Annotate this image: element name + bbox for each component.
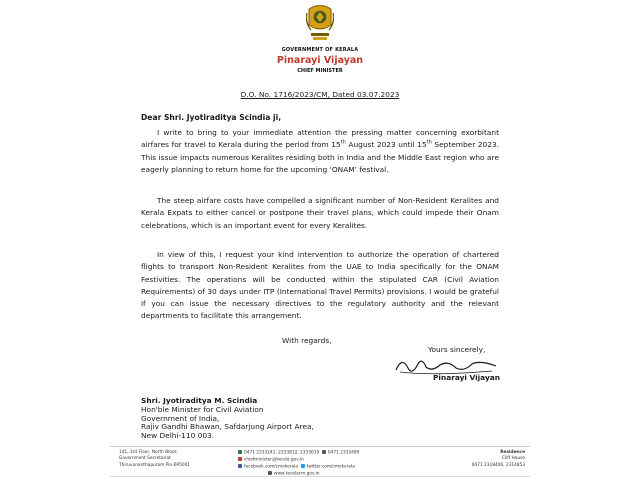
paragraph-1-text-a: I write to bring to your immediate attention the pressing matter concerning exorbitant airfares for travel to Kerala during the period from 15 — [141, 128, 499, 150]
footer-twitter[interactable]: twitter.com/cmokerala — [306, 464, 355, 470]
email-icon — [238, 457, 242, 461]
paragraph-1-sup-2: th — [426, 139, 432, 146]
kerala-state-emblem-icon — [306, 3, 334, 45]
addressee-name: Shri. Jyotiraditya M. Scindia — [141, 396, 258, 405]
fax-icon — [322, 450, 326, 454]
salutation: Dear Shri. Jyotiraditya Scindia ji, — [141, 113, 282, 122]
addressee-line-2: Government of India, — [141, 413, 220, 423]
office-line-3: Thiruvananthapuram Pin-695001 — [119, 462, 191, 468]
residence-title: Residence — [500, 450, 525, 455]
footer-social-row — [238, 464, 398, 471]
paragraph-1-text-c: September 2023. This issue impacts numerous Keralites residing both in India and the Middle East region who are eagerly planning to return home for the upcoming ‘ONAM’ festival. — [141, 140, 499, 174]
closing-yours-sincerely: Yours sincerely, — [428, 345, 486, 354]
signer-name: Pinarayi Vijayan — [433, 373, 501, 382]
footer-facebook[interactable]: facebook.com/cmokerala — [244, 464, 298, 470]
footer-phone-row — [238, 450, 398, 457]
footer-fax: 0471 2333489 — [327, 450, 360, 456]
globe-icon — [268, 471, 272, 475]
paragraph-3: In view of this, I request your kind intervention to authorize the operation of chartered flights to transport Non-Resident Keralites from the UAE to India specifically for the ONAM Festivities. The operations will be conducted within the stipulated CAR (Civil Aviation Requirements) of 30 days under ITP (International Travel Permits) provisions. I would be grateful if you can issue the necessary directives to the regulatory authority and the relevant departments to facilitate this arrangement. — [141, 250, 499, 321]
addressee-line-4: New Delhi-110 003. — [141, 431, 215, 441]
footer-divider — [110, 446, 530, 447]
footer-office-address — [119, 450, 190, 469]
addressee-line-1: Hon'ble Minister for Civil Aviation — [141, 404, 264, 414]
paragraph-1-sup-1: th — [340, 139, 346, 146]
closing-regards: With regards, — [282, 336, 332, 345]
residence-phone: 0471 2318406, 2314853 — [471, 462, 525, 468]
footer-residence — [460, 450, 525, 469]
letterhead-role: CHIEF MINISTER — [297, 68, 343, 74]
office-line-2: Government Secretariat — [119, 456, 171, 462]
paragraph-2: The steep airfare costs have compelled a significant number of Non-Resident Keralites and Kerala Expats to either cancel or postpone their travel plans, which could impede their Onam celebrations, which is an important event for every Keralites. — [141, 196, 499, 230]
paragraph-1 — [141, 127, 499, 176]
twitter-icon — [301, 464, 305, 468]
addressee-line-3: Rajiv Gandhi Bhawan, Safdarjung Airport Area, — [141, 422, 314, 432]
footer-email[interactable]: chiefminister@kerala.gov.in — [244, 457, 304, 463]
office-line-1: 141, 3rd Floor, North Block — [119, 450, 177, 455]
paragraph-1-text-b: August 2023 until 15 — [345, 140, 427, 150]
footer-website[interactable]: www.keralacm.gov.in — [274, 471, 320, 477]
letterhead-name: Pinarayi Vijayan — [276, 55, 364, 66]
footer-contacts — [238, 450, 398, 478]
addressee-block — [141, 397, 314, 441]
phone-icon — [238, 450, 242, 454]
reference-number: D.O. No. 1716/2023/CM, Dated 03.07.2023 — [240, 90, 400, 99]
bottom-divider — [110, 476, 530, 477]
residence-line-1: Cliff House — [501, 456, 525, 462]
letterhead-government: GOVERNMENT OF KERALA — [281, 47, 359, 53]
footer-phone: 0471 2333241, 2333812, 2333610 — [244, 450, 320, 456]
facebook-icon — [238, 464, 242, 468]
footer-email-row — [238, 457, 398, 464]
